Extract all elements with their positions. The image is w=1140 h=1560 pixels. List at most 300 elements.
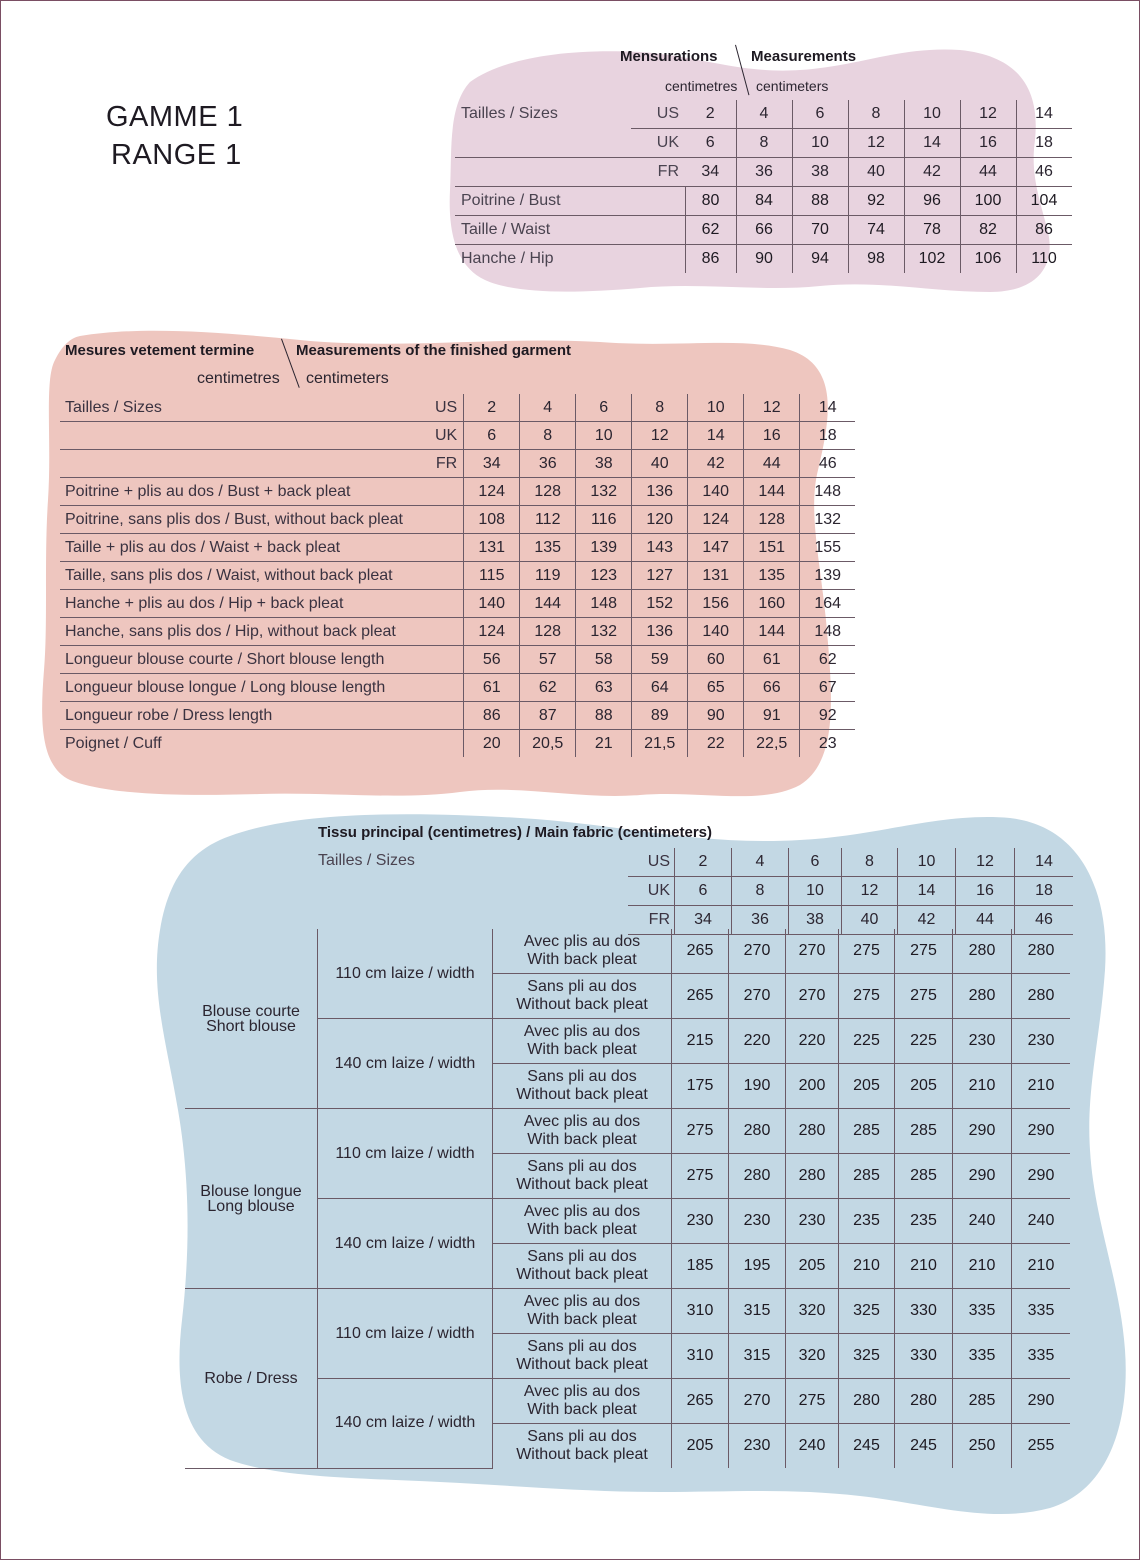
value-cell: 90	[736, 245, 792, 274]
size-cell: 2	[464, 394, 520, 422]
size-system: US	[631, 100, 685, 129]
yardage-cell: 280	[895, 1379, 953, 1424]
value-cell: 123	[576, 562, 632, 590]
size-cell: 40	[632, 450, 688, 478]
garment-row	[60, 646, 855, 674]
garment-rows	[60, 478, 855, 758]
size-cell: 8	[842, 848, 898, 877]
pleat-cell	[493, 1244, 672, 1289]
size-row-us	[628, 848, 1073, 877]
yardage-cell: 210	[1012, 1244, 1071, 1289]
value-cell: 62	[800, 646, 856, 674]
yardage-cell: 240	[953, 1199, 1012, 1244]
yardage-cell: 325	[839, 1289, 895, 1334]
size-system: US	[435, 394, 464, 422]
pleat-cell	[493, 1379, 672, 1424]
row-label: Poitrine, sans plis dos / Bust, without back pleat	[60, 506, 464, 534]
value-cell: 20	[464, 730, 520, 758]
value-cell: 104	[1016, 187, 1072, 216]
garment-row	[60, 478, 855, 506]
garment-header-fr: Mesures vetement termine	[65, 342, 255, 359]
size-cell: 18	[1015, 877, 1074, 906]
yardage-cell: 210	[953, 1244, 1012, 1289]
fabric-row	[185, 1289, 1070, 1334]
value-cell: 86	[1016, 216, 1072, 245]
yardage-cell: 210	[953, 1064, 1012, 1109]
range-title-fr: GAMME 1	[106, 101, 244, 133]
value-cell: 100	[960, 187, 1016, 216]
value-cell: 22	[688, 730, 744, 758]
pleat-label-en: With back pleat	[527, 1221, 637, 1238]
value-cell: 110	[1016, 245, 1072, 274]
measurements-header-en: Measurements	[751, 48, 857, 65]
yardage-cell: 270	[729, 1379, 786, 1424]
size-cell: 8	[848, 100, 904, 129]
size-cell: 14	[1016, 100, 1072, 129]
value-cell: 22,5	[744, 730, 800, 758]
value-cell: 128	[744, 506, 800, 534]
yardage-cell: 245	[895, 1424, 953, 1469]
size-cell: 12	[632, 422, 688, 450]
garment-row	[60, 702, 855, 730]
value-cell: 156	[688, 590, 744, 618]
size-cell: 4	[732, 848, 789, 877]
value-cell: 70	[792, 216, 848, 245]
value-cell: 144	[520, 590, 576, 618]
pleat-label-fr: Avec plis au dos	[523, 933, 641, 950]
value-cell: 98	[848, 245, 904, 274]
value-cell: 92	[800, 702, 856, 730]
value-cell: 139	[576, 534, 632, 562]
size-cell: 38	[576, 450, 632, 478]
yardage-cell: 280	[1012, 974, 1071, 1019]
yardage-cell: 285	[839, 1154, 895, 1199]
yardage-cell: 205	[786, 1244, 839, 1289]
size-cell: 10	[576, 422, 632, 450]
pleat-label-en: Without back pleat	[516, 1446, 648, 1463]
value-cell: 23	[800, 730, 856, 758]
row-label: Taille + plis au dos / Waist + back pleat	[60, 534, 464, 562]
value-cell: 135	[744, 562, 800, 590]
pleat-label-en: Without back pleat	[516, 1086, 648, 1103]
size-cell: 8	[736, 129, 792, 158]
pleat-cell	[493, 1154, 672, 1199]
size-cell: 10	[789, 877, 842, 906]
empty-label	[455, 158, 631, 187]
yardage-cell: 280	[729, 1154, 786, 1199]
value-cell: 128	[520, 478, 576, 506]
range-title-en: RANGE 1	[111, 139, 242, 171]
pleat-label-fr: Avec plis au dos	[523, 1293, 641, 1310]
value-cell: 60	[688, 646, 744, 674]
pleat-cell	[493, 929, 672, 974]
value-cell: 87	[520, 702, 576, 730]
size-cell: 38	[792, 158, 848, 187]
size-cell: 12	[848, 129, 904, 158]
size-system: FR	[628, 906, 675, 935]
fabric-row	[185, 929, 1070, 974]
pleat-cell	[493, 1334, 672, 1379]
fabric-size-table	[628, 848, 1073, 935]
yardage-cell: 270	[786, 929, 839, 974]
yardage-cell: 245	[839, 1424, 895, 1469]
yardage-cell: 290	[1012, 1379, 1071, 1424]
yardage-cell: 280	[953, 929, 1012, 974]
pleat-cell	[493, 1019, 672, 1064]
value-cell: 102	[904, 245, 960, 274]
value-cell: 140	[464, 590, 520, 618]
size-cell: 46	[800, 450, 856, 478]
yardage-cell: 220	[729, 1019, 786, 1064]
row-label: Taille, sans plis dos / Waist, without back pleat	[60, 562, 464, 590]
size-cell: 12	[960, 100, 1016, 129]
value-cell: 21,5	[632, 730, 688, 758]
yardage-cell: 230	[729, 1199, 786, 1244]
value-cell: 155	[800, 534, 856, 562]
measure-row-hip	[455, 245, 1072, 274]
size-cell: 4	[520, 394, 576, 422]
value-cell: 59	[632, 646, 688, 674]
empty-label	[60, 450, 435, 478]
garment-name-fr: Blouse courte	[202, 1002, 300, 1020]
value-cell: 58	[576, 646, 632, 674]
size-cell: 14	[800, 394, 856, 422]
pleat-label-en: Without back pleat	[516, 996, 648, 1013]
size-system: UK	[628, 877, 675, 906]
yardage-cell: 235	[839, 1199, 895, 1244]
value-cell: 124	[688, 506, 744, 534]
value-cell: 74	[848, 216, 904, 245]
pleat-label-fr: Sans pli au dos	[527, 1158, 637, 1175]
yardage-cell: 270	[786, 974, 839, 1019]
size-row-us	[455, 100, 1072, 129]
size-cell: 34	[464, 450, 520, 478]
value-cell: 135	[520, 534, 576, 562]
garment-name-en: Long blouse	[207, 1197, 295, 1215]
value-cell: 152	[632, 590, 688, 618]
yardage-cell: 290	[953, 1154, 1012, 1199]
garment-name-cell	[185, 929, 318, 1109]
size-cell: 6	[464, 422, 520, 450]
value-cell: 88	[576, 702, 632, 730]
value-cell: 128	[520, 618, 576, 646]
value-cell: 65	[688, 674, 744, 702]
size-cell: 10	[688, 394, 744, 422]
yardage-cell: 265	[672, 1379, 729, 1424]
yardage-cell: 200	[786, 1064, 839, 1109]
empty-label	[455, 129, 631, 158]
yardage-cell: 215	[672, 1019, 729, 1064]
value-cell: 112	[520, 506, 576, 534]
value-cell: 61	[744, 646, 800, 674]
fabric-row	[185, 1379, 1070, 1424]
empty-label	[60, 422, 435, 450]
value-cell: 90	[688, 702, 744, 730]
value-cell: 147	[688, 534, 744, 562]
garment-row	[60, 590, 855, 618]
size-cell: 38	[789, 906, 842, 935]
size-cell: 14	[688, 422, 744, 450]
yardage-cell: 210	[839, 1244, 895, 1289]
yardage-cell: 320	[786, 1289, 839, 1334]
row-label: Longueur robe / Dress length	[60, 702, 464, 730]
size-cell: 40	[848, 158, 904, 187]
value-cell: 131	[464, 534, 520, 562]
value-cell: 92	[848, 187, 904, 216]
value-cell: 63	[576, 674, 632, 702]
width-cell: 110 cm laize / width	[318, 1289, 493, 1379]
value-cell: 20,5	[520, 730, 576, 758]
value-cell: 131	[688, 562, 744, 590]
value-cell: 80	[685, 187, 736, 216]
width-cell: 110 cm laize / width	[318, 929, 493, 1019]
pleat-label-en: With back pleat	[527, 1401, 637, 1418]
pleat-label-fr: Sans pli au dos	[527, 1338, 637, 1355]
size-cell: 12	[842, 877, 898, 906]
yardage-cell: 335	[1012, 1289, 1071, 1334]
size-cell: 10	[904, 100, 960, 129]
yardage-cell: 330	[895, 1289, 953, 1334]
value-cell: 132	[800, 506, 856, 534]
value-cell: 124	[464, 618, 520, 646]
pleat-label-en: With back pleat	[527, 1041, 637, 1058]
size-row-fr	[455, 158, 1072, 187]
value-cell: 160	[744, 590, 800, 618]
value-cell: 116	[576, 506, 632, 534]
value-cell: 132	[576, 478, 632, 506]
value-cell: 64	[632, 674, 688, 702]
value-cell: 91	[744, 702, 800, 730]
size-cell: 8	[732, 877, 789, 906]
size-cell: 36	[520, 450, 576, 478]
yardage-cell: 265	[672, 974, 729, 1019]
yardage-cell: 280	[729, 1109, 786, 1154]
yardage-cell: 275	[672, 1109, 729, 1154]
garment-name-cell	[185, 1289, 318, 1469]
pleat-cell	[493, 974, 672, 1019]
value-cell: 67	[800, 674, 856, 702]
size-cell: 6	[576, 394, 632, 422]
size-cell: 14	[904, 129, 960, 158]
yardage-cell: 195	[729, 1244, 786, 1289]
fabric-row	[185, 1109, 1070, 1154]
yardage-cell: 280	[953, 974, 1012, 1019]
yardage-cell: 330	[895, 1334, 953, 1379]
size-cell: 6	[685, 129, 736, 158]
size-cell: 2	[685, 100, 736, 129]
value-cell: 56	[464, 646, 520, 674]
yardage-cell: 230	[729, 1424, 786, 1469]
pleat-label-en: Without back pleat	[516, 1176, 648, 1193]
value-cell: 143	[632, 534, 688, 562]
garment-table	[60, 394, 855, 757]
size-row-uk	[628, 877, 1073, 906]
value-cell: 144	[744, 618, 800, 646]
yardage-cell: 255	[1012, 1424, 1071, 1469]
row-label: Poitrine + plis au dos / Bust + back pleat	[60, 478, 464, 506]
value-cell: 94	[792, 245, 848, 274]
size-cell: 46	[1016, 158, 1072, 187]
pleat-label-fr: Avec plis au dos	[523, 1023, 641, 1040]
measurements-unit-en: centimeters	[756, 78, 829, 94]
garment-header-en: Measurements of the finished garment	[296, 342, 572, 359]
size-cell: 12	[744, 394, 800, 422]
value-cell: 86	[464, 702, 520, 730]
yardage-cell: 250	[953, 1424, 1012, 1469]
size-row-us	[60, 394, 855, 422]
value-cell: 88	[792, 187, 848, 216]
row-label: Hanche / Hip	[461, 250, 554, 267]
sizes-label: Tailles / Sizes	[60, 394, 435, 422]
yardage-cell: 335	[953, 1289, 1012, 1334]
size-row-uk	[455, 129, 1072, 158]
value-cell: 148	[576, 590, 632, 618]
size-cell: 18	[800, 422, 856, 450]
yardage-cell: 230	[1012, 1019, 1071, 1064]
yardage-cell: 310	[672, 1289, 729, 1334]
garment-row	[60, 730, 855, 758]
value-cell: 66	[744, 674, 800, 702]
value-cell: 151	[744, 534, 800, 562]
size-cell: 44	[744, 450, 800, 478]
yardage-cell: 280	[1012, 929, 1071, 974]
width-cell: 140 cm laize / width	[318, 1019, 493, 1109]
fabric-table	[185, 929, 1070, 1469]
size-system: UK	[435, 422, 464, 450]
yardage-cell: 310	[672, 1334, 729, 1379]
width-cell: 140 cm laize / width	[318, 1379, 493, 1469]
pleat-cell	[493, 1199, 672, 1244]
yardage-cell: 315	[729, 1289, 786, 1334]
size-row-uk	[60, 422, 855, 450]
pleat-label-fr: Avec plis au dos	[523, 1203, 641, 1220]
value-cell: 96	[904, 187, 960, 216]
row-label: Hanche + plis au dos / Hip + back pleat	[60, 590, 464, 618]
measure-row-bust	[455, 187, 1072, 216]
yardage-cell: 285	[839, 1109, 895, 1154]
value-cell: 119	[520, 562, 576, 590]
value-cell: 62	[685, 216, 736, 245]
value-cell: 86	[685, 245, 736, 274]
value-cell: 82	[960, 216, 1016, 245]
value-cell: 144	[744, 478, 800, 506]
size-cell: 36	[732, 906, 789, 935]
garment-row	[60, 562, 855, 590]
size-cell: 10	[792, 129, 848, 158]
yardage-cell: 230	[953, 1019, 1012, 1064]
garment-row	[60, 674, 855, 702]
yardage-cell: 220	[786, 1019, 839, 1064]
yardage-cell: 285	[895, 1109, 953, 1154]
pleat-label-en: With back pleat	[527, 1311, 637, 1328]
fabric-row	[185, 1199, 1070, 1244]
yardage-cell: 335	[1012, 1334, 1071, 1379]
row-label: Longueur blouse courte / Short blouse length	[60, 646, 464, 674]
yardage-cell: 240	[1012, 1199, 1071, 1244]
garment-row	[60, 618, 855, 646]
yardage-cell: 230	[672, 1199, 729, 1244]
yardage-cell: 265	[672, 929, 729, 974]
value-cell: 66	[736, 216, 792, 245]
yardage-cell: 275	[895, 974, 953, 1019]
value-cell: 136	[632, 618, 688, 646]
size-cell: 4	[736, 100, 792, 129]
pleat-cell	[493, 1424, 672, 1469]
row-label: Hanche, sans plis dos / Hip, without back pleat	[60, 618, 464, 646]
size-system: US	[628, 848, 675, 877]
yardage-cell: 240	[786, 1424, 839, 1469]
size-cell: 34	[675, 906, 732, 935]
size-cell: 34	[685, 158, 736, 187]
size-system: FR	[435, 450, 464, 478]
value-cell: 164	[800, 590, 856, 618]
fabric-header: Tissu principal (centimetres) / Main fabric (centimeters)	[318, 824, 712, 841]
yardage-cell: 190	[729, 1064, 786, 1109]
yardage-cell: 285	[953, 1379, 1012, 1424]
pleat-label-en: Without back pleat	[516, 1356, 648, 1373]
pleat-cell	[493, 1289, 672, 1334]
yardage-cell: 275	[672, 1154, 729, 1199]
value-cell: 148	[800, 618, 856, 646]
value-cell: 124	[464, 478, 520, 506]
value-cell: 89	[632, 702, 688, 730]
size-cell: 36	[736, 158, 792, 187]
value-cell: 78	[904, 216, 960, 245]
size-cell: 16	[956, 877, 1015, 906]
size-cell: 6	[792, 100, 848, 129]
yardage-cell: 210	[1012, 1064, 1071, 1109]
width-cell: 110 cm laize / width	[318, 1109, 493, 1199]
yardage-cell: 225	[895, 1019, 953, 1064]
yardage-cell: 185	[672, 1244, 729, 1289]
garment-row	[60, 506, 855, 534]
yardage-cell: 290	[953, 1109, 1012, 1154]
value-cell: 140	[688, 478, 744, 506]
value-cell: 132	[576, 618, 632, 646]
yardage-cell: 320	[786, 1334, 839, 1379]
size-cell: 6	[675, 877, 732, 906]
yardage-cell: 275	[839, 929, 895, 974]
size-cell: 12	[956, 848, 1015, 877]
size-system: FR	[631, 158, 685, 187]
value-cell: 62	[520, 674, 576, 702]
yardage-cell: 225	[839, 1019, 895, 1064]
size-cell: 18	[1016, 129, 1072, 158]
size-cell: 44	[960, 158, 1016, 187]
garment-row	[60, 534, 855, 562]
yardage-cell: 205	[839, 1064, 895, 1109]
yardage-cell: 270	[729, 929, 786, 974]
pleat-cell	[493, 1064, 672, 1109]
garment-unit-en: centimeters	[306, 370, 389, 387]
pleat-cell	[493, 1109, 672, 1154]
yardage-cell: 335	[953, 1334, 1012, 1379]
value-cell: 57	[520, 646, 576, 674]
size-cell: 42	[688, 450, 744, 478]
yardage-cell: 275	[895, 929, 953, 974]
yardage-cell: 280	[786, 1109, 839, 1154]
row-label: Longueur blouse longue / Long blouse length	[60, 674, 464, 702]
yardage-cell: 290	[1012, 1109, 1071, 1154]
size-cell: 42	[904, 158, 960, 187]
yardage-cell: 325	[839, 1334, 895, 1379]
size-cell: 44	[956, 906, 1015, 935]
value-cell: 148	[800, 478, 856, 506]
value-cell: 84	[736, 187, 792, 216]
yardage-cell: 280	[786, 1154, 839, 1199]
pleat-label-en: With back pleat	[527, 951, 637, 968]
garment-unit-fr: centimetres	[197, 370, 280, 387]
